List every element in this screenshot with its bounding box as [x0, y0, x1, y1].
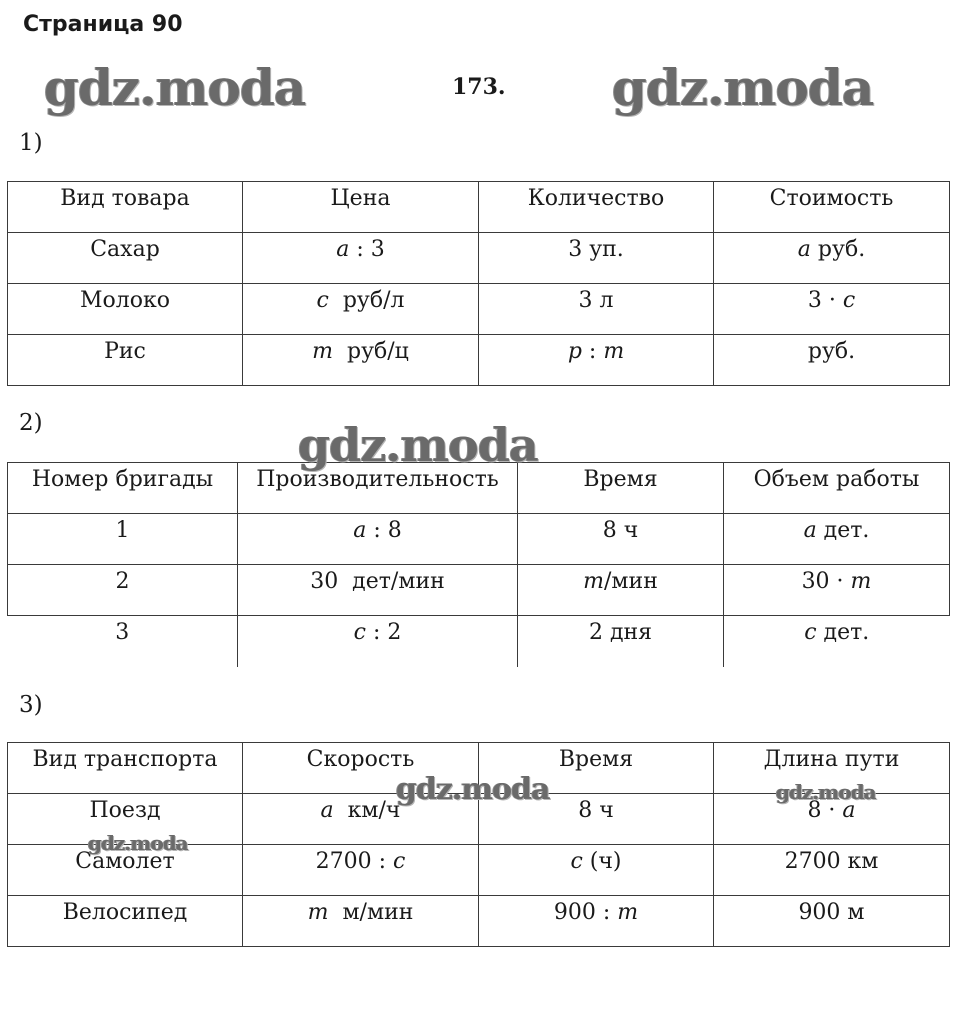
table-cell: 900 : m	[479, 896, 714, 947]
header-cell: Цена	[243, 182, 479, 233]
page-title: Страница 90	[23, 12, 183, 37]
table-cell: 2	[8, 565, 238, 616]
watermark: gdz.moda	[88, 831, 188, 855]
header-cell: Объем работы	[724, 463, 950, 514]
table-cell: c (ч)	[479, 845, 714, 896]
header-cell: Количество	[479, 182, 714, 233]
watermark: gdz.moda	[396, 772, 550, 807]
header-cell: Длина пути	[714, 743, 950, 794]
table-cell: p : m	[479, 335, 714, 386]
table-row	[8, 616, 950, 667]
table-cell: Самолет	[8, 845, 243, 896]
table-row	[8, 896, 950, 947]
table-cell: руб.	[714, 335, 950, 386]
table-cell: a : 8	[238, 514, 518, 565]
header-cell: Время	[518, 463, 724, 514]
table-cell: m м/мин	[243, 896, 479, 947]
table-cell: 2 дня	[518, 616, 724, 667]
table-cell: a руб.	[714, 233, 950, 284]
table-row	[8, 284, 950, 335]
header-cell: Вид товара	[8, 182, 243, 233]
table-cell: 30 дет/мин	[238, 565, 518, 616]
table-cell: Поезд	[8, 794, 243, 845]
table-header-row	[8, 463, 950, 514]
header-cell: Производительность	[238, 463, 518, 514]
table-transport	[7, 742, 950, 947]
table-cell: Молоко	[8, 284, 243, 335]
table-cell: 8 ч	[518, 514, 724, 565]
table-row	[8, 794, 950, 845]
watermark: gdz.moda	[612, 58, 874, 117]
table-cell: c : 2	[238, 616, 518, 667]
table-cell: 8 ч	[479, 794, 714, 845]
table-cell: 2700 км	[714, 845, 950, 896]
table-cell: a дет.	[724, 514, 950, 565]
table-cell: 3 л	[479, 284, 714, 335]
table-row	[8, 514, 950, 565]
table-row	[8, 335, 950, 386]
table-cell: 1	[8, 514, 238, 565]
header-cell: Скорость	[243, 743, 479, 794]
table-cell: 2700 : c	[243, 845, 479, 896]
header-cell: Номер бригады	[8, 463, 238, 514]
table-cell: m/мин	[518, 565, 724, 616]
table-brigades	[7, 462, 950, 667]
table-cell: 3 уп.	[479, 233, 714, 284]
table-cell: a : 3	[243, 233, 479, 284]
table-cell: c дет.	[724, 616, 950, 667]
header-cell: Время	[479, 743, 714, 794]
table-row	[8, 565, 950, 616]
table-cell: 30 · m	[724, 565, 950, 616]
table-row	[8, 845, 950, 896]
watermark: gdz.moda	[776, 780, 876, 804]
watermark: gdz.moda	[298, 418, 538, 472]
part-3-label: 3)	[19, 692, 43, 718]
table-cell: 3 · c	[714, 284, 950, 335]
task-number: 173.	[452, 74, 506, 100]
table-cell: 3	[8, 616, 238, 667]
header-cell: Вид транспорта	[8, 743, 243, 794]
part-1-label: 1)	[19, 130, 43, 156]
table-header-row	[8, 182, 950, 233]
table-cell: Рис	[8, 335, 243, 386]
header-cell: Стоимость	[714, 182, 950, 233]
table-header-row	[8, 743, 950, 794]
table-cell: c руб/л	[243, 284, 479, 335]
part-2-label: 2)	[19, 410, 43, 436]
table-cell: Велосипед	[8, 896, 243, 947]
table-cell: Сахар	[8, 233, 243, 284]
table-cell: a км/ч	[243, 794, 479, 845]
table-row	[8, 233, 950, 284]
table-goods	[7, 181, 950, 386]
table-cell: m руб/ц	[243, 335, 479, 386]
watermark: gdz.moda	[44, 58, 306, 117]
table-cell: 900 м	[714, 896, 950, 947]
table-cell: 8 · a	[714, 794, 950, 845]
